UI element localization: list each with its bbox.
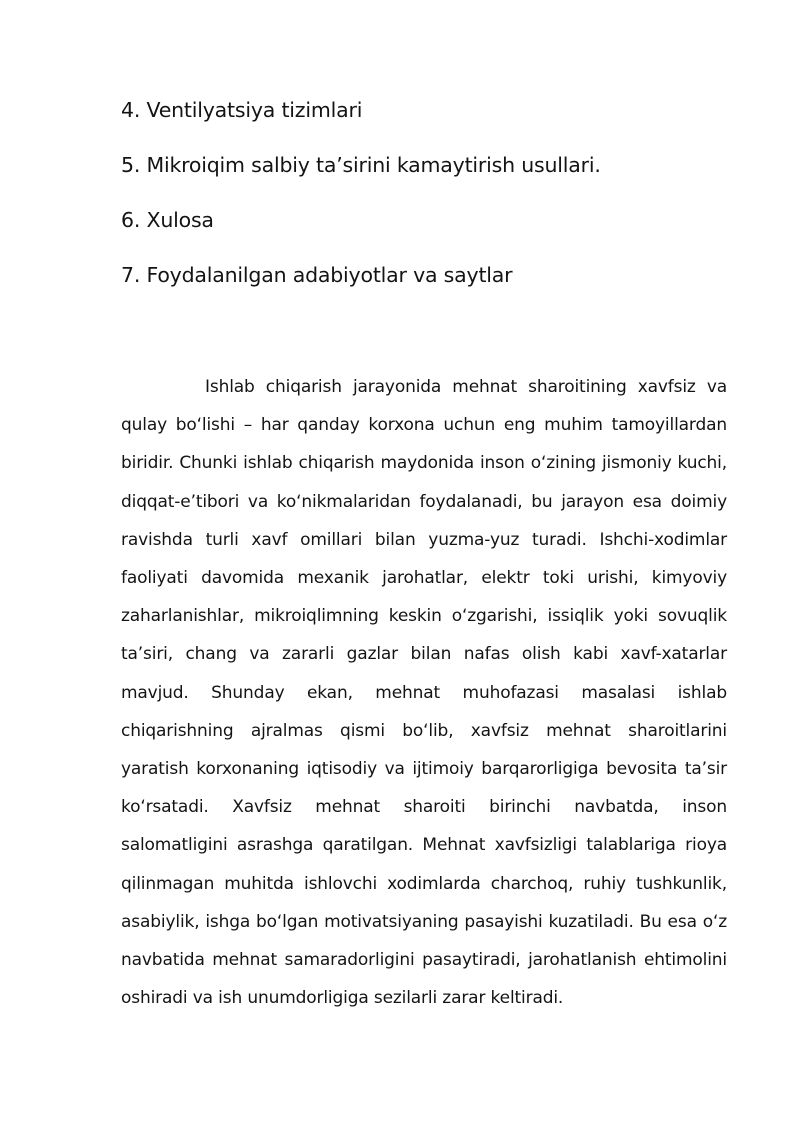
table-of-contents [121,96,741,316]
body-paragraph: Ishlab chiqarish jarayonida mehnat sharoitining xavfsiz va qulay bo‘lishi – har qanday korxona uchun eng muhim tamoyillardan biridir. Chunki ishlab chiqarish maydonida inson o‘zining jismoniy kuchi, diqqat-e’tibori va ko‘nikmalaridan foydalanadi, bu jarayon esa doimiy ravishda turli xavf omillari bilan yuzma-yuz turadi. Ishchi-xodimlar faoliyati davomida mexanik jarohatlar, elektr toki urishi, kimyoviy zaharlanishlar, mikroiqlimning keskin o‘zgarishi, issiqlik yoki sovuqlik ta’siri, chang va zararli gazlar bilan nafas olish kabi xavf-xatarlar mavjud. Shunday ekan, mehnat muhofazasi masalasi ishlab chiqarishning ajralmas qismi bo‘lib, xavfsiz mehnat sharoitlarini yaratish korxonaning iqtisodiy va ijtimoiy barqarorligiga bevosita ta’sir ko‘rsatadi. Xavfsiz mehnat sharoiti birinchi navbatda, inson salomatligini asrashga qaratilgan. Mehnat xavfsizligi talablariga rioya qilinmagan muhitda ishlovchi xodimlarda charchoq, ruhiy tushkunlik, asabiylik, ishga bo‘lgan motivatsiyaning pasayishi kuzatiladi. Bu esa o‘z navbatida mehnat samaradorligini pasaytiradi, jarohatlanish ehtimolini oshiradi va ish unumdorligiga sezilarli zarar keltiradi. [121,377,727,1009]
toc-item-5: 5. Mikroiqim salbiy ta’sirini kamaytirish usullari. [121,153,601,177]
toc-item-6: 6. Xulosa [121,208,214,232]
toc-item-4: 4. Ventilyatsiya tizimlari [121,98,363,122]
toc-item-7: 7. Foydalanilgan adabiyotlar va saytlar [121,263,513,287]
